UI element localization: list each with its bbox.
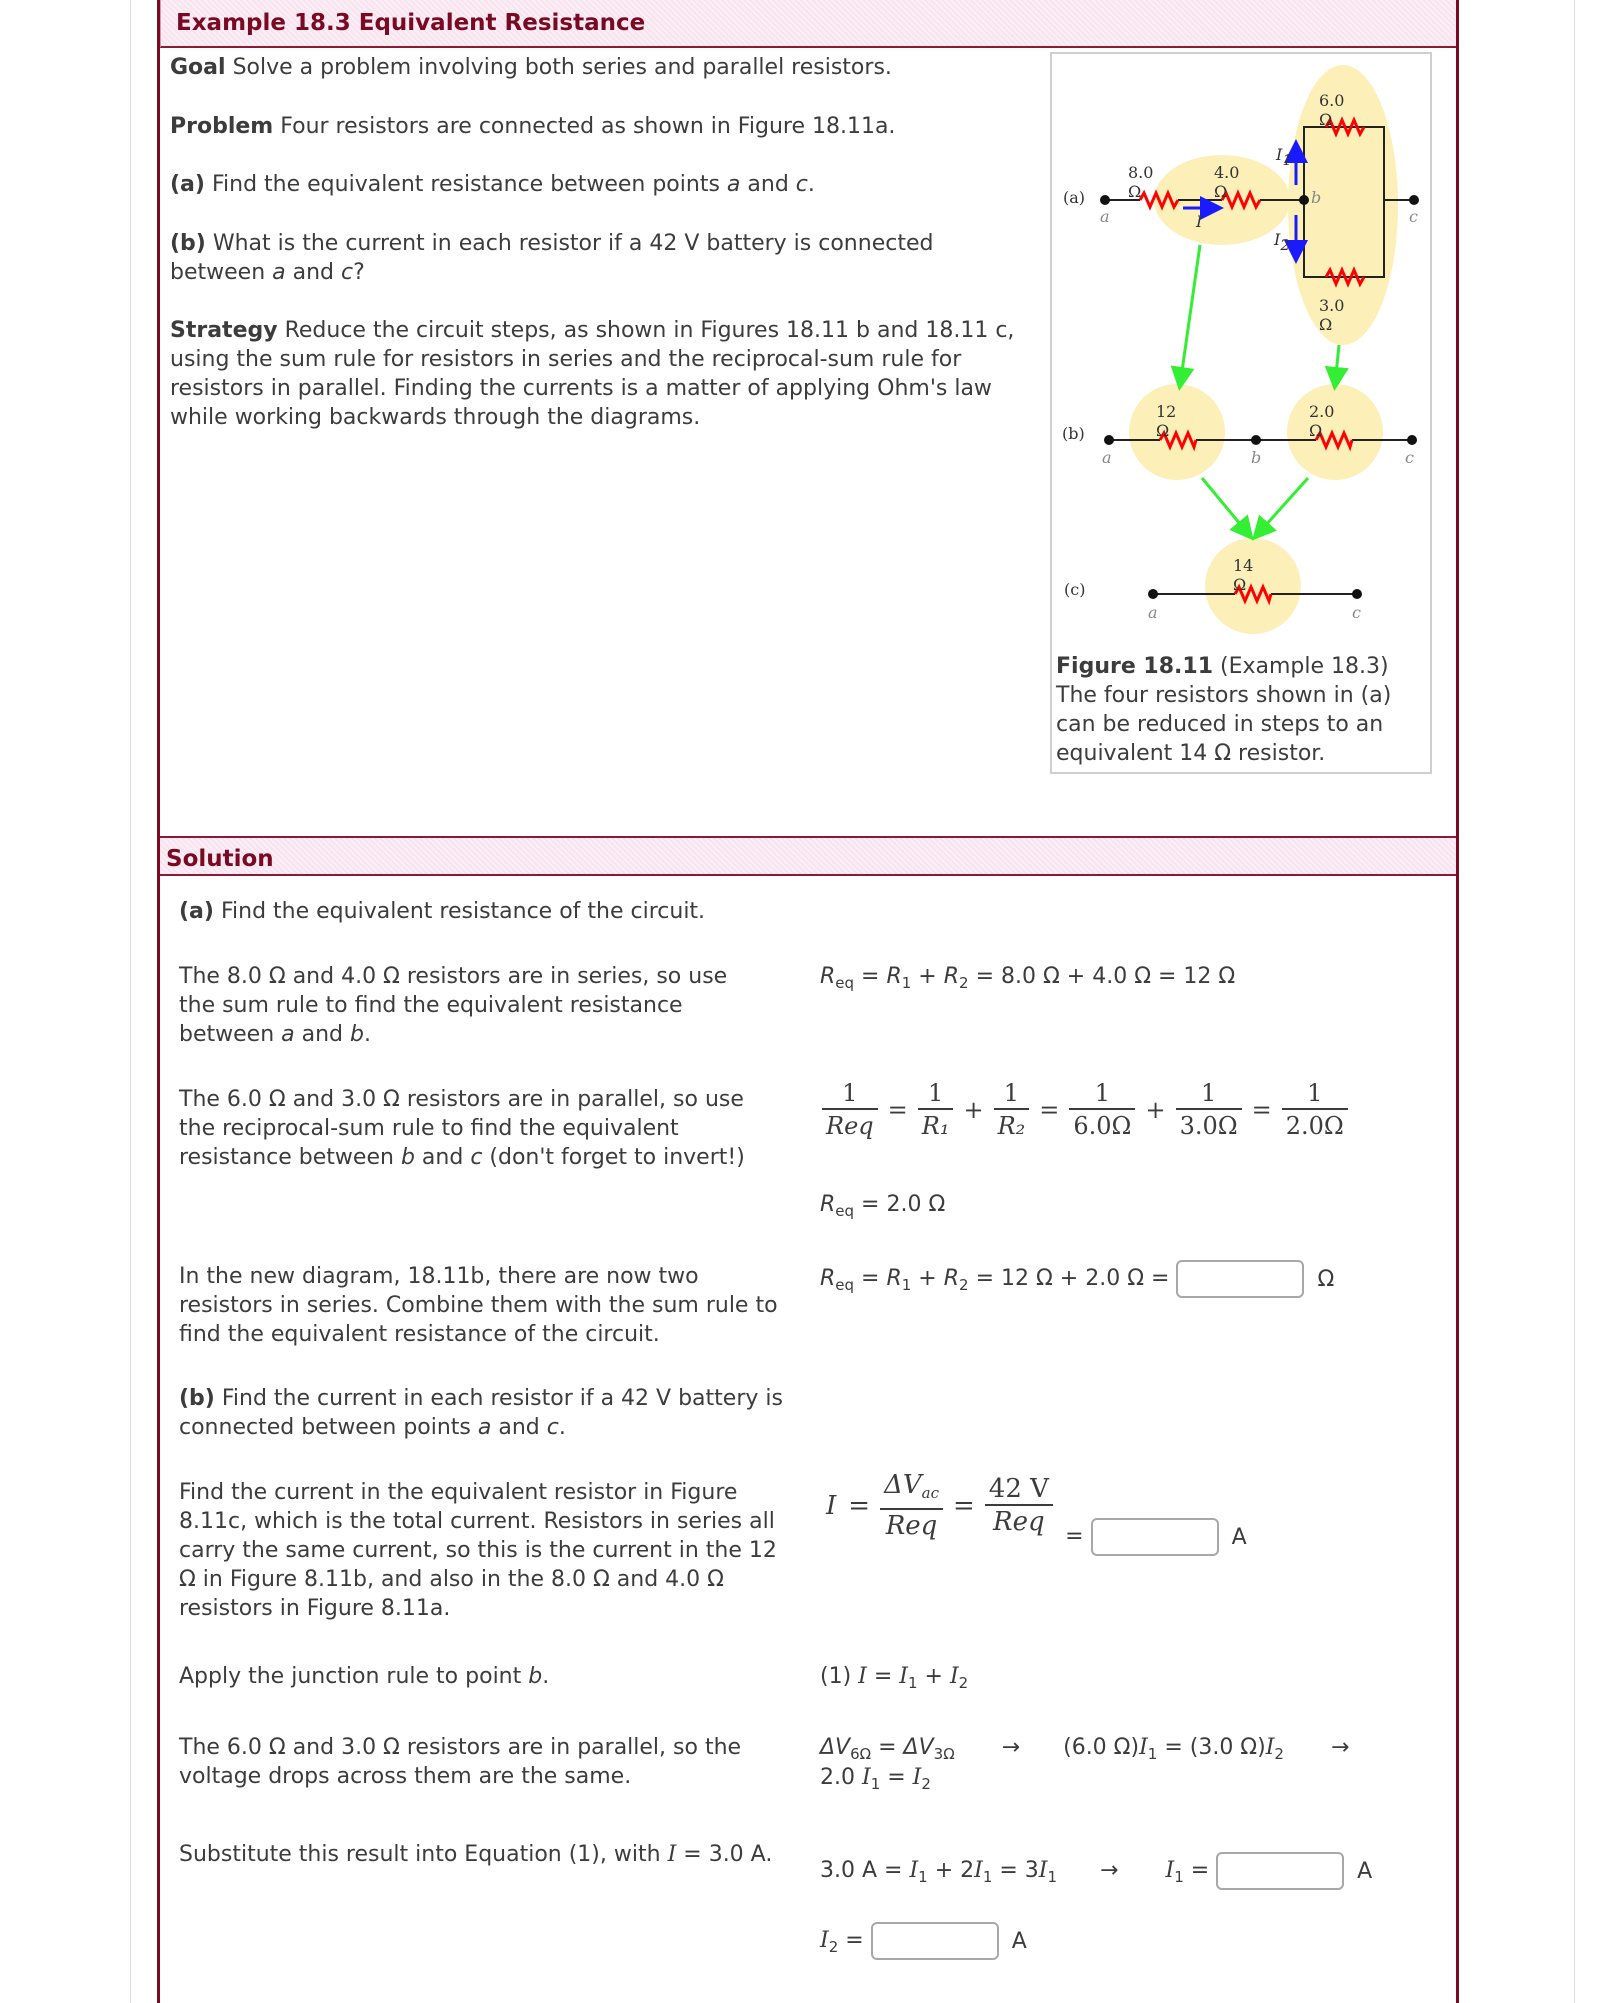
highlight-2ohm bbox=[1287, 384, 1383, 480]
reduce-arrow-14b bbox=[1256, 478, 1308, 536]
step3-text: In the new diagram, 18.11b, there are now two resistors in series. Combine them with the sum rule to find the equivalent resistance of the circuit. bbox=[179, 1264, 778, 1347]
step3-equation: $R_{eq} = R_1 + R_2 = 12$ Ω + 2.0 Ω = Ω bbox=[820, 1260, 1334, 1298]
node-a-c bbox=[1409, 195, 1419, 205]
node-a-b bbox=[1299, 195, 1309, 205]
node-c-c bbox=[1352, 589, 1362, 599]
goal-label: Goal bbox=[170, 55, 226, 80]
solution-header: Solution bbox=[160, 836, 1456, 876]
arrow-icon: → bbox=[1100, 1858, 1119, 1883]
i2-answer-input[interactable] bbox=[871, 1922, 999, 1960]
step8-equation: $I_2 = A$ bbox=[820, 1922, 1027, 1960]
ohm-unit-label: Ω bbox=[1317, 1266, 1335, 1292]
step2-equation: $\frac{1}{\text{Req}}$ = $\frac{1}{\text{R₁}}$ + $\frac{1}{\text{R₂}}$ = $\frac{1}{6.0\Omega}$ + $\frac{1}{3.0\Omega}$ = $\frac{1}{2.0\Omega}$ bbox=[818, 1078, 1352, 1142]
step6-text: The 6.0 Ω and 3.0 Ω resistors are in parallel, so the voltage drops across them are the same. bbox=[179, 1735, 742, 1789]
solution-b-title: (b) Find the current in each resistor if a 42 V battery is connected between points a and c. bbox=[179, 1386, 783, 1440]
reduce-arrow-14a bbox=[1202, 478, 1250, 536]
amp-unit-label: A bbox=[1011, 1928, 1027, 1954]
i1-answer-input[interactable] bbox=[1216, 1852, 1344, 1890]
reduce-arrow-2 bbox=[1335, 345, 1339, 385]
step5-equation: (1) $I = I_1 + I_2$ bbox=[820, 1664, 969, 1692]
strategy-label: Strategy bbox=[170, 318, 278, 343]
strategy-text: Strategy Reduce the circuit steps, as shown in Figures 18.11 b and 18.11 c, using the sum rule for resistors in series and the reciprocal-sum rule for resistors in parallel. Finding the currents is a matter of applying Ohm's law while working backwards through the diagrams. bbox=[170, 318, 1015, 430]
goal-text: Goal Solve a problem involving both series and parallel resistors. bbox=[170, 55, 892, 80]
step4-equation: I = $\frac{\Delta V_{ac}}{\text{Req}}$ = $\frac{42 V}{\text{Req}}$ = A bbox=[820, 1470, 1247, 1556]
amp-unit-label: A bbox=[1357, 1858, 1373, 1884]
part-b-question: (b) What is the current in each resistor if a 42 V battery is connected between a and c? bbox=[170, 231, 934, 285]
arrow-icon: → bbox=[1330, 1735, 1350, 1760]
figure-caption: Figure 18.11 (Example 18.3) The four resistors shown in (a) can be reduced in steps to an equivalent 14 Ω resistor. bbox=[1056, 654, 1392, 766]
amp-unit-label: A bbox=[1231, 1524, 1247, 1550]
step6-equation-line2: 2.0 $I_1 = I_2$ bbox=[820, 1765, 931, 1793]
problem-text: Problem Four resistors are connected as shown in Figure 18.11a. bbox=[170, 114, 896, 139]
solution-a-title: (a) Find the equivalent resistance of the circuit. bbox=[179, 899, 706, 924]
node-b-a bbox=[1104, 435, 1114, 445]
step2-text: The 6.0 Ω and 3.0 Ω resistors are in parallel, so use the reciprocal-sum rule to find the equivalent resistance between b and c (don't forget to invert!) bbox=[179, 1087, 745, 1170]
node-b-b bbox=[1251, 435, 1261, 445]
step1-text: The 8.0 Ω and 4.0 Ω resistors are in series, so use the sum rule to find the equivalent resistance between a and b. bbox=[179, 964, 728, 1047]
part-a-question: (a) Find the equivalent resistance between points a and c. bbox=[170, 172, 815, 197]
node-b-c bbox=[1407, 435, 1417, 445]
example-title-text: Example 18.3 Equivalent Resistance bbox=[176, 10, 646, 36]
total-current-answer-input[interactable] bbox=[1091, 1518, 1219, 1556]
arrow-icon: → bbox=[1001, 1735, 1021, 1760]
step4-text: Find the current in the equivalent resistor in Figure 8.11c, which is the total current. Resistors in series all carry the same current, so this is the current in the 12 Ω in Figure 8.11b, and also in the 8.0 Ω and 4.0 Ω resistors in Figure 8.11a. bbox=[179, 1480, 777, 1621]
step7-text: Substitute this result into Equation (1), with I = 3.0 A. bbox=[179, 1842, 773, 1867]
req-total-answer-input[interactable] bbox=[1176, 1260, 1304, 1298]
problem-label: Problem bbox=[170, 114, 274, 139]
step6-equation: $\Delta V_{6\Omega} = \Delta V_{3\Omega} \to (6.0$ $\Omega)I_1 = (3.0$ $\Omega)I_2$ → bbox=[820, 1735, 1350, 1763]
reduce-arrow-12 bbox=[1180, 245, 1200, 385]
node-c-a bbox=[1148, 589, 1158, 599]
step2-result: $R_{eq} = 2.0$ Ω bbox=[820, 1192, 946, 1220]
step5-text: Apply the junction rule to point b. bbox=[179, 1664, 550, 1689]
node-a-a bbox=[1100, 195, 1110, 205]
step7-equation: 3.0 $A = I_1 + 2I_1 = 3I_1 \to I_1 = A$ bbox=[820, 1852, 1372, 1890]
step1-equation: $R_{eq} = R_1 + R_2 = 8.0$ Ω + 4.0 Ω = 12 Ω bbox=[820, 964, 1236, 992]
